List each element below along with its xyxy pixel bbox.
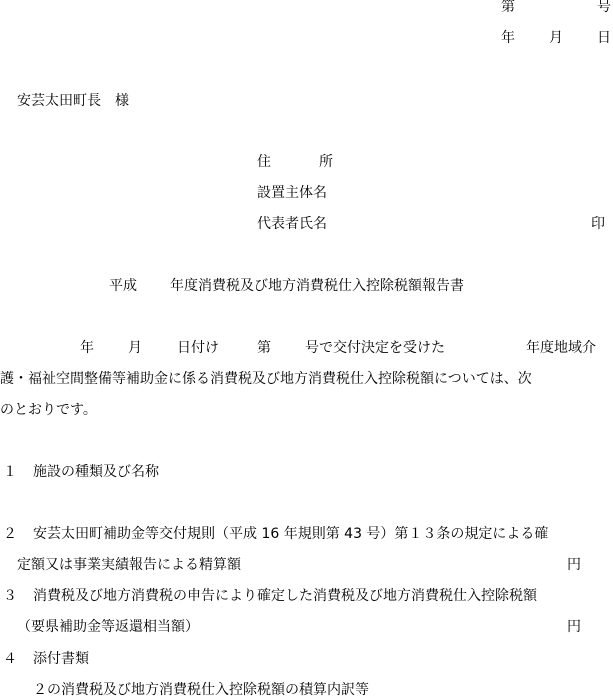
number-label: 第 [501,0,515,15]
address-label: 住 [257,154,271,170]
body-decision-text: 号で交付決定を受けた [305,340,445,356]
body-month: 月 [128,340,142,356]
item-3-unit: 円 [567,619,581,635]
date-month-label: 月 [549,30,563,46]
addressee: 安芸太田町長 様 [17,93,129,109]
item-3-line-1: 消費税及び地方消費税の申告により確定した消費税及び地方消費税仕入控除税額 [33,588,537,604]
body-number-prefix: 第 [257,340,271,356]
item-4-sub: ２の消費税及び地方消費税仕入控除税額の積算内訳等 [33,682,369,698]
body-day-dated: 日付け [177,340,219,356]
body-fiscal-year-text: 年度地域介 [526,340,596,356]
date-year-label: 年 [501,30,515,46]
item-1-text: 施設の種類及び名称 [33,464,159,480]
page-title: 年度消費税及び地方消費税仕入控除税額報告書 [170,278,464,294]
body-line-3: のとおりです。 [0,402,97,418]
body-year: 年 [80,340,94,356]
item-2-line-2: 定額又は事業実績報告による精算額 [17,557,241,573]
item-4-number: ４ [3,651,17,667]
address-label-2: 所 [319,154,333,170]
item-4-text: 添付書類 [33,651,89,667]
seal-label: 印 [591,216,605,232]
representative-label: 代表者氏名 [257,216,327,232]
item-2-unit: 円 [567,557,581,573]
item-2-line-1: 安芸太田町補助金等交付規則（平成 16 年規則第 43 号）第１３条の規定による確 [33,526,549,542]
date-day-label: 日 [597,30,611,46]
body-line-2: 護・福祉空間整備等補助金に係る消費税及び地方消費税仕入控除税額については、次 [0,371,532,387]
item-2-number: ２ [3,526,17,542]
item-3-number: ３ [3,588,17,604]
item-1-number: １ [3,464,17,480]
title-era: 平成 [109,278,137,294]
item-3-line-2: （要県補助金等返還相当額） [17,619,199,635]
organization-label: 設置主体名 [257,185,327,201]
number-suffix: 号 [597,0,611,15]
